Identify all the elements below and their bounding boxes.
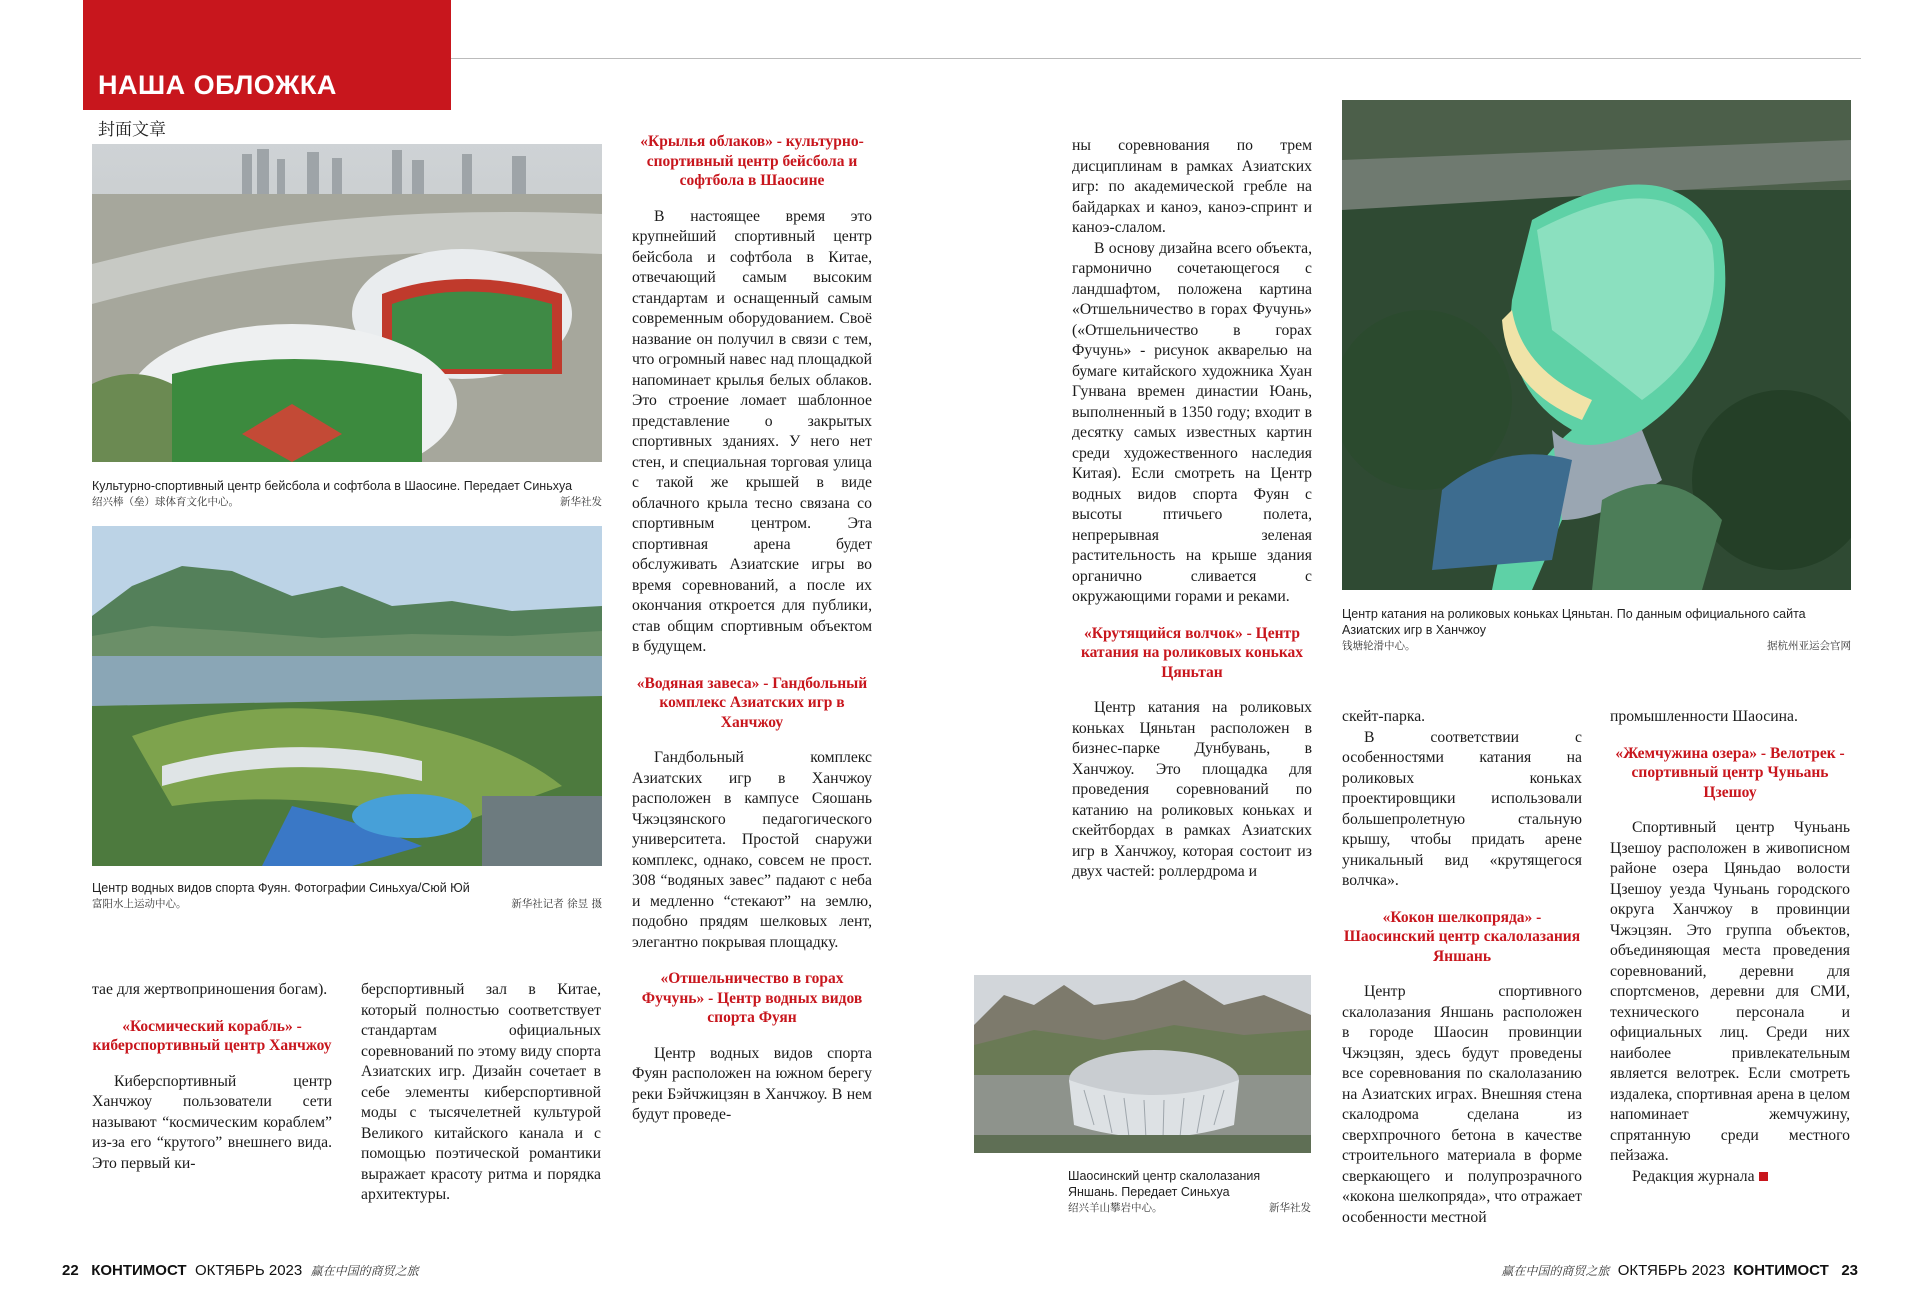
col-f-para-2: Спортивный центр Чуньань Цзешоу расположен в живописном районе озера Цяньдао волости Цзешоу уезда Чуньань городского округа Ханчжоу в провинции Чжэцзян. Это группа объектов, объединяющая места проведения соревнований, деревни для спортсменов, деревни для СМИ, технического персонала и официальных лиц. Среди них наиболее привлекательным является велотрек. Если смотреть издалека, спортивная арена в целом напоминает жемчужину, спрятанную среди местного пейзажа. <box>1610 819 1850 1164</box>
caption-climb-text: Шаосинский центр скалолазания Яншань. Передает Синьхуа <box>1068 1169 1261 1199</box>
col-f-para-1: промышленности Шаосина. <box>1610 708 1798 725</box>
col-a-para-1: тае для жертвоприношения богам). <box>92 981 328 998</box>
column-b <box>361 980 601 1206</box>
section-title: НАША ОБЛОЖКА <box>98 70 337 100</box>
caption-baseball <box>92 478 602 510</box>
col-e-para-3: Центр спортивного скалолазания Яншань расположен в городе Шаосин провинции Чжэцзян, здесь будут проведены все соревнования по скалолазанию на Азиатских играх. Внешняя стена скалодрома сделана из сверхпрочного бетона в качестве строительного материала в форме сверкающего и полупрозрачного «кокона шелкопряда», что отражает особенности местной <box>1342 983 1582 1226</box>
caption-skate-text: Центр катания на роликовых коньках Цяньтан. По данным официального сайта Азиатских игр в Ханчжоу <box>1342 607 1806 637</box>
col-c-heading-3: «Отшельничество в горах Фучунь» - Центр водных видов спорта Фуян <box>641 970 863 1026</box>
caption-skate-source: 据杭州亚运会官网 <box>1767 640 1851 652</box>
caption-water-text: Центр водных видов спорта Фуян. Фотографии Синьхуа/Сюй Юй <box>92 881 470 895</box>
col-d-para-1: ны соревнования по трем дисциплинам в рамках Азиатских игр: по академической гребле на байдарках и каноэ, каноэ-спринт и каноэ-слалом. <box>1072 137 1312 236</box>
caption-water-cn: 富阳水上运动中心。 <box>92 898 187 910</box>
caption-water-source: 新华社记者 徐昱 摄 <box>511 898 602 910</box>
col-e-para-2: В соответствии с особенностями катания на роликовых коньках проектировщики использовали большепролетную стальную крышу, чтобы придать арене уникальный вид «крутящегося волчка». <box>1342 728 1582 889</box>
col-e-heading-1: «Кокон шелкопряда» - Шаосинский центр скалолазания Яншань <box>1343 908 1581 965</box>
photo-baseball-center <box>92 144 602 462</box>
caption-water <box>92 880 602 912</box>
issue-left: ОКТЯБРЬ 2023 <box>194 1262 303 1279</box>
issue-right: ОКТЯБРЬ 2023 <box>1617 1262 1726 1279</box>
end-mark-icon <box>1759 1172 1768 1181</box>
caption-climb-cn: 绍兴羊山攀岩中心。 <box>1068 1202 1163 1214</box>
slogan-left: 赢在中国的商贸之旅 <box>310 1264 419 1278</box>
header-rule <box>451 58 1861 59</box>
col-c-para-3: Центр водных видов спорта Фуян расположен на южном берегу реки Бэйчжицзян в Ханчжоу. В нем будут проведе- <box>632 1044 872 1123</box>
caption-climb <box>1068 1168 1311 1216</box>
column-f <box>1610 707 1850 1187</box>
col-a-heading-1: «Космический корабль» - киберспортивный центр Ханчжоу <box>92 1017 332 1054</box>
caption-skate-cn: 钱塘轮滑中心。 <box>1342 640 1416 652</box>
magazine-name-right: КОНТИМОСТ <box>1733 1262 1829 1279</box>
caption-baseball-source: 新华社发 <box>560 496 602 508</box>
footer-right <box>1501 1262 1858 1279</box>
col-b-para-1: берспортивный зал в Китае, который полностью соответствует стандартам официальных соревнований по этому виду спорта Азиатских игр. Дизайн сочетает в себе элементы киберспортивной моды с тысячелетней культурой Великого китайского канала и с помощью поэтической романтики выражает красоту ритма и порядка архитектуры. <box>361 981 601 1203</box>
photo-water-sports-center <box>92 526 602 866</box>
magazine-name-left: КОНТИМОСТ <box>91 1262 187 1279</box>
col-c-para-2: Гандбольный комплекс Азиатских игр в Ханчжоу расположен в кампусе Сяошань Чжэцзянского педагогического университета. Простой снаружи комплекс, однако, совсем не прост. 308 “водяных завес” падают с неба и медленно “стекают” на землю, подобно прядям шелковых лент, элегантно покрывая площадку. <box>632 749 872 951</box>
page-number-left: 22 <box>62 1262 79 1279</box>
col-f-signature: Редакция журнала <box>1632 1167 1755 1185</box>
col-c-para-1: В настоящее время это крупнейший спортивный центр бейсбола и софтбола в Китае, отвечающий самым высоким стандартам и оснащенный самым современным оборудованием. Своё название он получил в связи с тем, что огромный навес над площадкой напоминает крылья белых облаков. Это строение ломает шаблонное представление о закрытых спортивных зданиях. У него нет стен, и специальная торговая улица с такой же крышей в виде облачного крыла тесно связана со спортивным центром. Эта спортивная арена будет обслуживать Азиатские игры во время соревнований, а после их окончания откроется для публики, став общим спортивным объектом в будущем. <box>632 207 872 655</box>
slogan-right: 赢在中国的商贸之旅 <box>1501 1264 1610 1278</box>
col-f-heading-1: «Жемчужина озера» - Велотрек - спортивный центр Чуньань Цзешоу <box>1615 744 1845 801</box>
col-e-para-1: скейт-парка. <box>1342 708 1426 725</box>
caption-skate <box>1342 606 1851 654</box>
col-d-para-3: Центр катания на роликовых коньках Цяньтан расположен в бизнес-парке Дунбувань, в Ханчжоу. Это площадка для проведения соревнований по катанию на роликовых коньках и скейтбордах в рамках Азиатских игр в Ханчжоу, которая состоит из двух частей: роллердрома и <box>1072 699 1312 880</box>
col-c-heading-1: «Крылья облаков» - культурно-спортивный центр бейсбола и софтбола в Шаосине <box>640 133 864 189</box>
col-d-para-2: В основу дизайна всего объекта, гармонично сочетающегося с ландшафтом, положена картина «Отшельничество в горах Фучунь» («Отшельничество в горах Фучунь» - рисунок акварелью на бумаге китайского художника Хуан Гунвана времен династии Юань, выполненный в 1350 году; входит в десятку самых известных картин среди художественного наследия Китая). Если смотреть на Центр водных видов спорта Фуян с высоты птичьего полета, непрерывная зеленая растительность на крыше здания органично сливается с окружающими горами и реками. <box>1072 239 1312 605</box>
page-number-right: 23 <box>1841 1262 1858 1279</box>
footer-left <box>62 1262 419 1279</box>
column-d <box>1072 136 1312 883</box>
col-c-heading-2: «Водяная завеса» - Гандбольный комплекс Азиатских игр в Ханчжоу <box>636 674 868 731</box>
caption-baseball-text: Культурно-спортивный центр бейсбола и софтбола в Шаосине. Передает Синьхуа <box>92 479 573 493</box>
column-c <box>632 128 872 1126</box>
col-d-heading-1: «Крутящийся волчок» - Центр катания на роликовых коньках Цяньтан <box>1080 624 1304 681</box>
caption-climb-source: 新华社发 <box>1269 1202 1311 1214</box>
photo-skate-center <box>1342 100 1851 590</box>
section-subtitle: 封面文章 <box>98 120 166 140</box>
col-f-signature-line <box>1610 1167 1850 1188</box>
col-a-para-2: Киберспортивный центр Ханчжоу пользователи сети называют “космическим кораблем” из-за его “крутого” внешнего вида. Это первый ки- <box>92 1072 332 1172</box>
column-e <box>1342 707 1582 1228</box>
column-a <box>92 980 332 1174</box>
caption-baseball-cn: 绍兴棒（垒）球体育文化中心。 <box>92 496 239 508</box>
photo-climbing-center <box>974 975 1311 1153</box>
